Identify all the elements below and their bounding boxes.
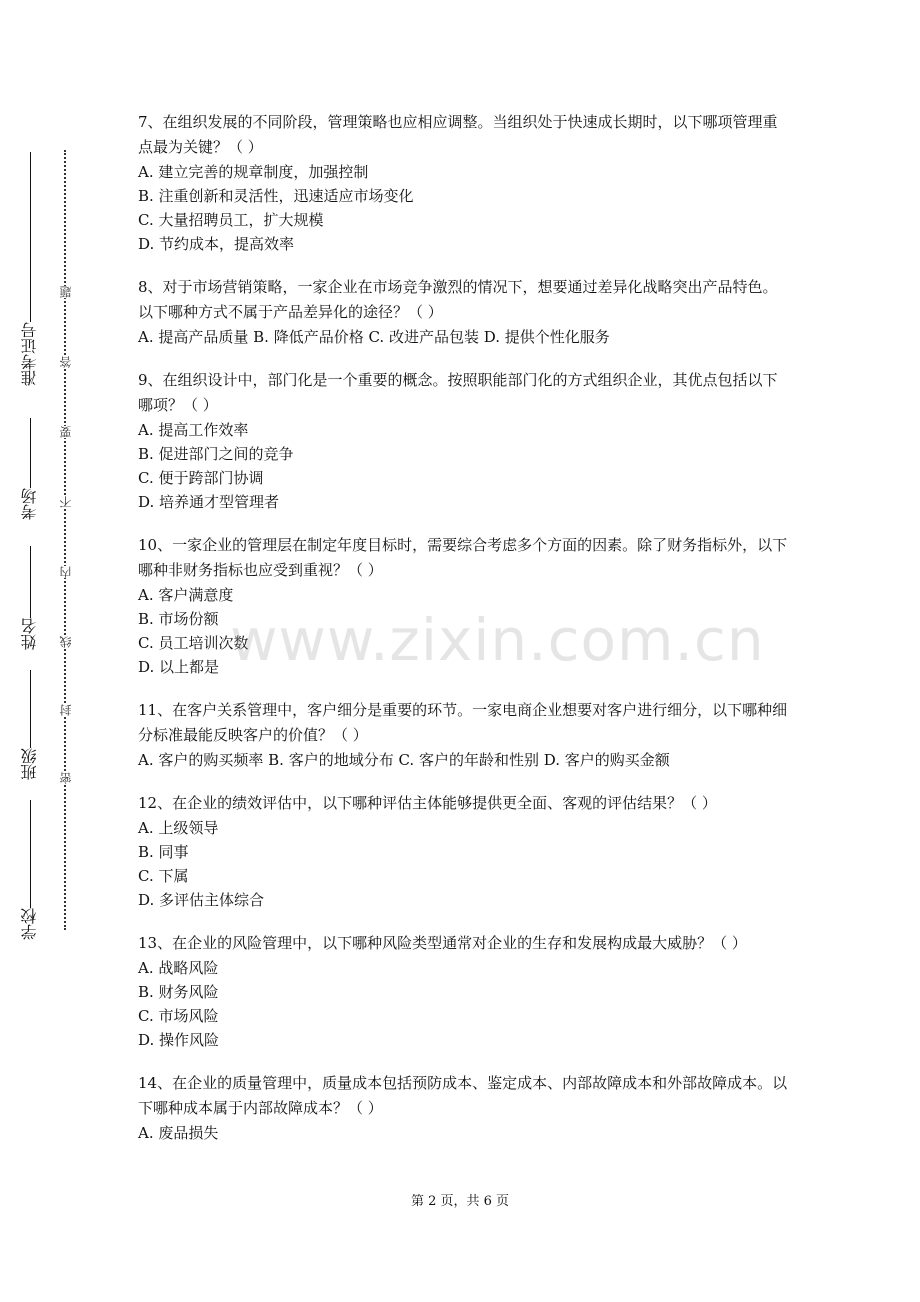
option-b: B. 市场份额 — [138, 610, 219, 628]
option-b: B. 财务风险 — [138, 983, 219, 1001]
option-d: D. 操作风险 — [138, 1031, 220, 1049]
seal-char-4: 内 — [58, 566, 73, 578]
option-b: B. 注重创新和灵活性，迅速适应市场变化 — [138, 187, 414, 205]
seal-char-5: 不 — [58, 496, 73, 508]
binding-field-exam-number — [20, 152, 40, 386]
class-label: 班级 — [20, 748, 39, 780]
question-stem: 14、在企业的质量管理中，质量成本包括预防成本、鉴定成本、内部故障成本和外部故障成本。以下哪种成本属于内部故障成本？（ ） — [138, 1074, 788, 1117]
question-list — [138, 110, 788, 1164]
question-13 — [138, 931, 788, 1052]
question-9 — [138, 368, 788, 514]
question-stem: 13、在企业的风险管理中，以下哪种风险类型通常对企业的生存和发展构成最大威胁？（ ） — [138, 934, 747, 952]
options-inline: A. 客户的购买频率 B. 客户的地域分布 C. 客户的年龄和性别 D. 客户的购买金额 — [138, 751, 670, 769]
exam-number-label: 准考证号 — [20, 322, 39, 386]
seal-char-2: 封 — [58, 704, 73, 716]
name-underline — [30, 546, 31, 618]
watermark: www.zixin.com.cn — [230, 606, 765, 674]
option-b: B. 同事 — [138, 843, 189, 861]
question-stem: 9、在组织设计中，部门化是一个重要的概念。按照职能部门化的方式组织企业，其优点包括以下哪项？（ ） — [138, 371, 778, 414]
class-underline — [30, 670, 31, 748]
exam-room-underline — [30, 418, 31, 488]
seal-char-1: 密 — [58, 772, 73, 784]
options-inline: A. 提高产品质量 B. 降低产品价格 C. 改进产品包装 D. 提供个性化服务 — [138, 328, 610, 346]
option-b: B. 促进部门之间的竞争 — [138, 445, 294, 463]
question-stem: 8、对于市场营销策略，一家企业在市场竞争激烈的情况下，想要通过差异化战略突出产品特色。以下哪种方式不属于产品差异化的途径？（ ） — [138, 278, 778, 321]
seal-char-8: 题 — [58, 286, 73, 298]
binding-field-class — [20, 670, 40, 780]
question-14 — [138, 1071, 788, 1145]
option-d: D. 多评估主体综合 — [138, 891, 265, 909]
option-c: C. 便于跨部门协调 — [138, 469, 264, 487]
option-a: A. 客户满意度 — [138, 586, 234, 604]
page-footer: 第 2 页，共 6 页 — [410, 1194, 510, 1209]
question-stem: 12、在企业的绩效评估中，以下哪种评估主体能够提供更全面、客观的评估结果？（ ） — [138, 794, 717, 812]
option-a: A. 废品损失 — [138, 1124, 219, 1142]
seal-char-6: 要 — [58, 426, 73, 438]
option-c: C. 员工培训次数 — [138, 634, 249, 652]
option-c: C. 市场风险 — [138, 1007, 219, 1025]
binding-field-exam-room — [20, 418, 40, 520]
option-d: D. 节约成本，提高效率 — [138, 235, 295, 253]
option-a: A. 提高工作效率 — [138, 421, 249, 439]
option-d: D. 培养通才型管理者 — [138, 493, 280, 511]
option-a: A. 战略风险 — [138, 959, 219, 977]
name-label: 姓名 — [20, 618, 39, 650]
question-stem: 7、在组织发展的不同阶段，管理策略也应相应调整。当组织处于快速成长期时，以下哪项管理重点最为关键？（ ） — [138, 113, 778, 156]
option-a: A. 上级领导 — [138, 819, 219, 837]
binding-field-name — [20, 546, 40, 650]
option-c: C. 下属 — [138, 867, 189, 885]
exam-number-underline — [30, 152, 31, 322]
school-label: 学校 — [20, 908, 39, 940]
exam-room-label: 考场 — [20, 488, 39, 520]
question-10 — [138, 533, 788, 679]
question-8 — [138, 275, 788, 349]
seal-char-3: 线 — [58, 636, 73, 648]
school-underline — [30, 800, 31, 908]
question-12 — [138, 791, 788, 912]
seal-dotted-line — [64, 150, 66, 930]
question-stem: 10、一家企业的管理层在制定年度目标时，需要综合考虑多个方面的因素。除了财务指标外，以下哪种非财务指标也应受到重视？（ ） — [138, 536, 788, 579]
seal-char-7: 答 — [58, 356, 73, 368]
option-a: A. 建立完善的规章制度，加强控制 — [138, 163, 369, 181]
question-stem: 11、在客户关系管理中，客户细分是重要的环节。一家电商企业想要对客户进行细分，以下哪种细分标准最能反映客户的价值？（ ） — [138, 701, 788, 744]
option-c: C. 大量招聘员工，扩大规模 — [138, 211, 324, 229]
question-11 — [138, 698, 788, 772]
option-d: D. 以上都是 — [138, 658, 220, 676]
question-7 — [138, 110, 788, 256]
binding-field-school — [20, 800, 40, 940]
